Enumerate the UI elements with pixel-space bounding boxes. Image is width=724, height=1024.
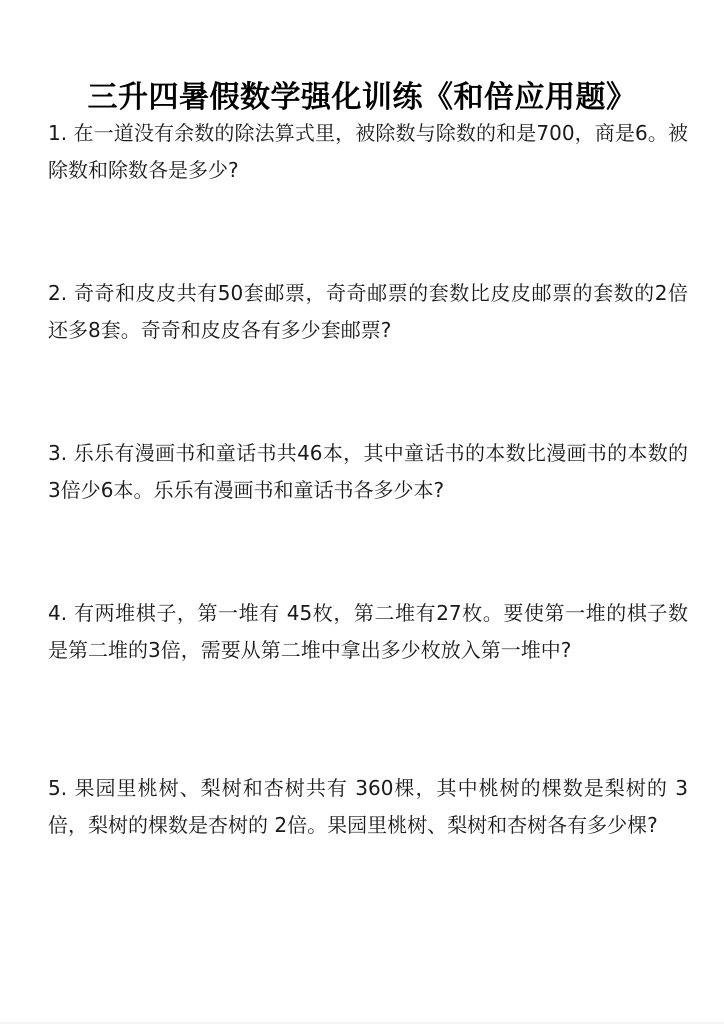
page-title: 三升四暑假数学强化训练《和倍应用题》 <box>87 80 637 116</box>
question-2: 2. 奇奇和皮皮共有50套邮票，奇奇邮票的套数比皮皮邮票的套数的2倍还多8套。奇奇和皮皮各有多少套邮票? <box>48 281 688 342</box>
question-5: 5. 果园里桃树、梨树和杏树共有 360棵，其中桃树的棵数是梨树的 3倍，梨树的棵数是杏树的 2倍。果园里桃树、梨树和杏树各有多少棵? <box>48 776 688 837</box>
question-1: 1. 在一道没有余数的除法算式里，被除数与除数的和是700，商是6。被除数和除数各是多少? <box>48 121 688 182</box>
question-4: 4. 有两堆棋子，第一堆有 45枚，第二堆有27枚。要使第一堆的棋子数是第二堆的3倍，需要从第二堆中拿出多少枚放入第一堆中? <box>48 601 688 662</box>
question-3: 3. 乐乐有漫画书和童话书共46本，其中童话书的本数比漫画书的本数的 3倍少6本。乐乐有漫画书和童话书各多少本? <box>48 441 688 502</box>
